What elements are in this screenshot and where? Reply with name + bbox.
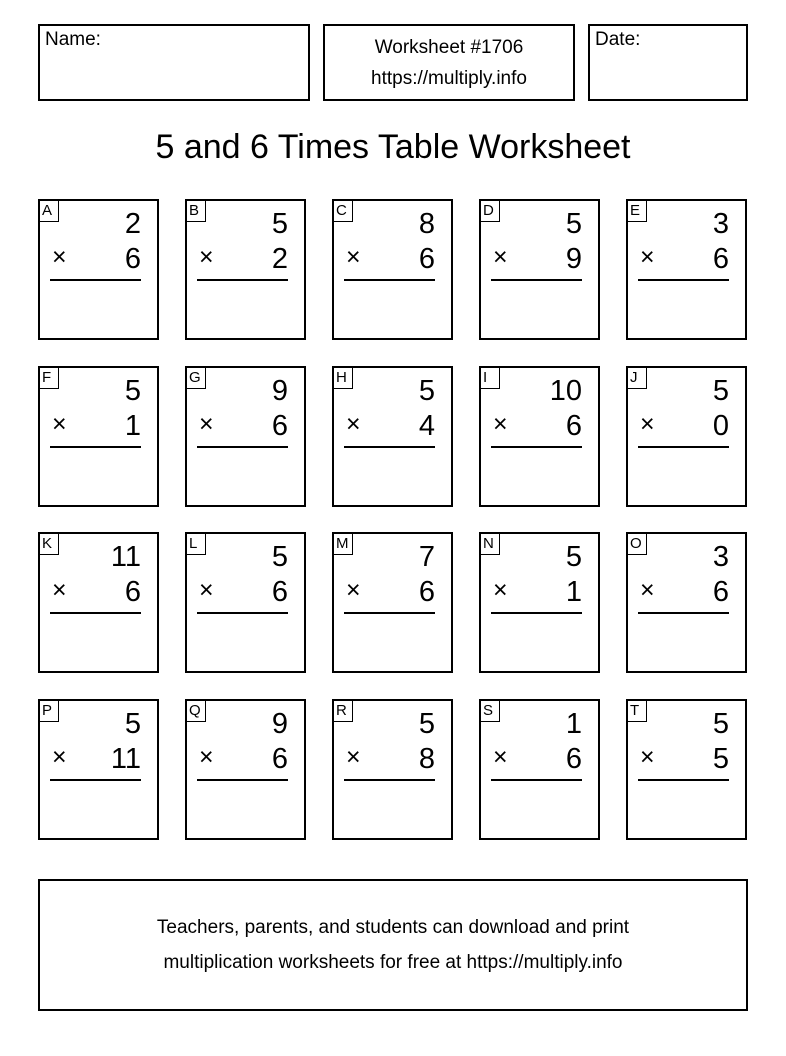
answer-line <box>344 446 435 448</box>
times-sign: × <box>52 410 67 438</box>
multiplicand: 5 <box>565 541 582 573</box>
answer-line <box>491 446 582 448</box>
multiplicand: 9 <box>271 708 288 740</box>
multiplicand: 5 <box>271 208 288 240</box>
multiplier: 6 <box>565 410 582 442</box>
multiplicand: 5 <box>124 708 141 740</box>
multiplicand: 2 <box>124 208 141 240</box>
problem-letter: P <box>39 700 59 722</box>
times-sign: × <box>493 576 508 604</box>
multiplier: 6 <box>565 743 582 775</box>
answer-line <box>197 446 288 448</box>
times-sign: × <box>52 243 67 271</box>
problem-b[interactable] <box>185 199 306 340</box>
times-sign: × <box>640 576 655 604</box>
multiplicand: 5 <box>418 375 435 407</box>
answer-line <box>197 779 288 781</box>
times-sign: × <box>346 576 361 604</box>
multiplier: 6 <box>271 743 288 775</box>
times-sign: × <box>640 743 655 771</box>
times-sign: × <box>640 410 655 438</box>
multiplier: 4 <box>418 410 435 442</box>
footer-box <box>38 879 748 1011</box>
answer-line <box>50 779 141 781</box>
multiplicand: 7 <box>418 541 435 573</box>
multiplier: 6 <box>124 576 141 608</box>
multiplicand: 3 <box>712 208 729 240</box>
problem-m[interactable] <box>332 532 453 673</box>
problem-a[interactable] <box>38 199 159 340</box>
multiplicand: 8 <box>418 208 435 240</box>
answer-line <box>638 446 729 448</box>
date-label: Date: <box>595 29 641 50</box>
multiplier: 6 <box>418 243 435 275</box>
multiplicand: 9 <box>271 375 288 407</box>
problem-letter: H <box>333 367 353 389</box>
answer-line <box>491 779 582 781</box>
multiplicand: 5 <box>418 708 435 740</box>
times-sign: × <box>493 410 508 438</box>
problem-g[interactable] <box>185 366 306 507</box>
times-sign: × <box>199 243 214 271</box>
footer-line-2: multiplication worksheets for free at https://multiply.info <box>163 952 623 973</box>
problem-i[interactable] <box>479 366 600 507</box>
answer-line <box>638 279 729 281</box>
answer-line <box>50 279 141 281</box>
worksheet-info-box <box>323 24 575 101</box>
problem-letter: K <box>39 533 59 555</box>
problem-k[interactable] <box>38 532 159 673</box>
problem-e[interactable] <box>626 199 747 340</box>
footer-line-1: Teachers, parents, and students can download and print <box>156 917 630 938</box>
problem-letter: I <box>480 367 500 389</box>
answer-line <box>638 612 729 614</box>
worksheet-url: https://multiply.info <box>371 67 527 89</box>
answer-line <box>638 779 729 781</box>
page-title: 5 and 6 Times Table Worksheet <box>155 128 631 166</box>
problem-t[interactable] <box>626 699 747 840</box>
problem-letter: N <box>480 533 500 555</box>
problem-j[interactable] <box>626 366 747 507</box>
problem-letter: J <box>627 367 647 389</box>
times-sign: × <box>199 410 214 438</box>
multiplier: 0 <box>712 410 729 442</box>
multiplicand: 3 <box>712 541 729 573</box>
times-sign: × <box>493 743 508 771</box>
problem-h[interactable] <box>332 366 453 507</box>
multiplier: 1 <box>124 410 141 442</box>
multiplier: 6 <box>124 243 141 275</box>
problem-letter: E <box>627 200 647 222</box>
answer-line <box>344 612 435 614</box>
problem-letter: M <box>333 533 353 555</box>
problem-letter: S <box>480 700 500 722</box>
answer-line <box>197 279 288 281</box>
times-sign: × <box>52 576 67 604</box>
name-label: Name: <box>45 29 101 50</box>
multiplier: 6 <box>418 576 435 608</box>
multiplicand: 5 <box>124 375 141 407</box>
times-sign: × <box>640 243 655 271</box>
problem-r[interactable] <box>332 699 453 840</box>
problem-p[interactable] <box>38 699 159 840</box>
multiplicand: 11 <box>110 541 141 573</box>
problem-letter: A <box>39 200 59 222</box>
times-sign: × <box>346 243 361 271</box>
answer-line <box>491 279 582 281</box>
worksheet-number: Worksheet #1706 <box>374 36 524 58</box>
times-sign: × <box>52 743 67 771</box>
multiplicand: 10 <box>549 375 582 407</box>
multiplier: 6 <box>712 576 729 608</box>
multiplier: 2 <box>271 243 288 275</box>
problem-letter: L <box>186 533 206 555</box>
problem-letter: C <box>333 200 353 222</box>
answer-line <box>344 279 435 281</box>
times-sign: × <box>346 410 361 438</box>
times-sign: × <box>346 743 361 771</box>
answer-line <box>197 612 288 614</box>
times-sign: × <box>199 576 214 604</box>
problem-c[interactable] <box>332 199 453 340</box>
multiplicand: 5 <box>712 708 729 740</box>
answer-line <box>50 446 141 448</box>
multiplier: 6 <box>271 576 288 608</box>
problem-f[interactable] <box>38 366 159 507</box>
problem-letter: T <box>627 700 647 722</box>
problem-q[interactable] <box>185 699 306 840</box>
problem-l[interactable] <box>185 532 306 673</box>
multiplicand: 1 <box>565 708 582 740</box>
times-sign: × <box>199 743 214 771</box>
problem-letter: D <box>480 200 500 222</box>
multiplicand: 5 <box>271 541 288 573</box>
problem-o[interactable] <box>626 532 747 673</box>
multiplier: 11 <box>110 743 141 775</box>
multiplier: 8 <box>418 743 435 775</box>
problem-letter: B <box>186 200 206 222</box>
multiplier: 1 <box>565 576 582 608</box>
problem-letter: Q <box>186 700 206 722</box>
problem-letter: R <box>333 700 353 722</box>
problem-letter: G <box>186 367 206 389</box>
problem-n[interactable] <box>479 532 600 673</box>
problem-s[interactable] <box>479 699 600 840</box>
answer-line <box>50 612 141 614</box>
times-sign: × <box>493 243 508 271</box>
multiplier: 5 <box>712 743 729 775</box>
problem-letter: O <box>627 533 647 555</box>
multiplier: 6 <box>712 243 729 275</box>
problem-letter: F <box>39 367 59 389</box>
answer-line <box>344 779 435 781</box>
problem-d[interactable] <box>479 199 600 340</box>
multiplicand: 5 <box>565 208 582 240</box>
answer-line <box>491 612 582 614</box>
multiplicand: 5 <box>712 375 729 407</box>
multiplier: 6 <box>271 410 288 442</box>
multiplier: 9 <box>565 243 582 275</box>
name-box[interactable] <box>38 24 310 101</box>
date-box[interactable] <box>588 24 748 101</box>
